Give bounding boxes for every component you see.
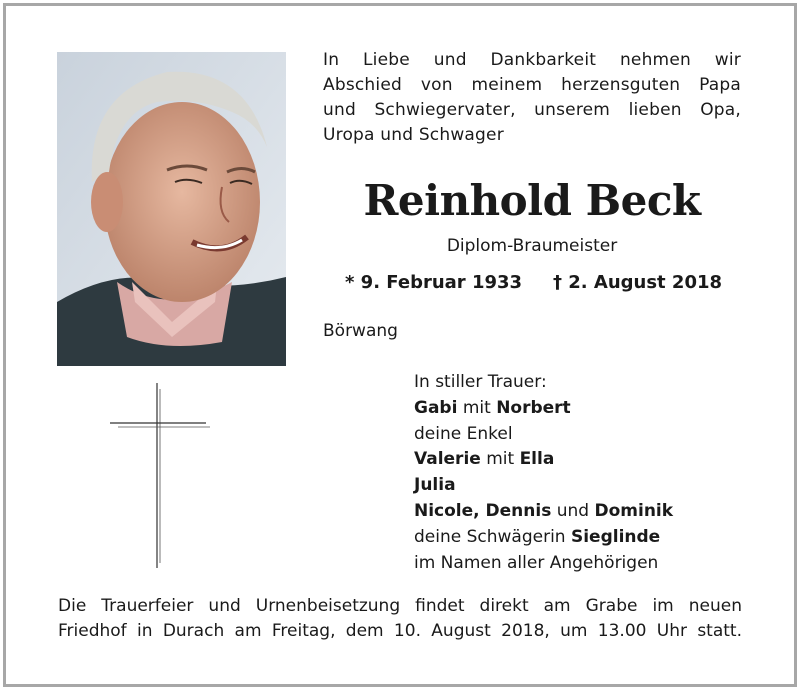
deceased-profession: Diplom-Braumeister bbox=[446, 236, 618, 256]
mourner-line: Nicole, Dennis und Dominik bbox=[414, 500, 674, 521]
mourner-line: Julia bbox=[414, 475, 456, 496]
mourner-line: Valerie mit Ella bbox=[414, 449, 555, 470]
mourner-line: im Namen aller Angehörigen bbox=[414, 552, 659, 573]
residence-place: Börwang bbox=[323, 321, 398, 341]
deceased-name: Reinhold Beck bbox=[363, 176, 701, 225]
intro-line: und Schwiegervater, unserem lieben Opa, bbox=[323, 100, 741, 120]
mourner-line: deine Enkel bbox=[414, 423, 513, 444]
mourner-line: deine Schwägerin Sieglinde bbox=[414, 526, 661, 547]
mourners-heading: In stiller Trauer: bbox=[414, 372, 547, 392]
intro-text bbox=[323, 48, 741, 148]
mourner-line: Gabi mit Norbert bbox=[414, 397, 571, 418]
portrait-photo bbox=[57, 52, 286, 366]
mourners-list bbox=[414, 370, 673, 576]
death-date: † 2. August 2018 bbox=[553, 272, 723, 293]
intro-line: Abschied von meinem herzensguten Papa bbox=[323, 75, 741, 95]
funeral-line: Die Trauerfeier und Urnenbeisetzung findet direkt am Grabe im neuen bbox=[58, 596, 742, 616]
birth-date: * 9. Februar 1933 bbox=[345, 272, 523, 293]
intro-line: Uropa und Schwager bbox=[323, 125, 504, 145]
intro-line: In Liebe und Dankbarkeit nehmen wir bbox=[323, 50, 741, 70]
funeral-line: Friedhof in Durach am Freitag, dem 10. August 2018, um 13.00 Uhr statt. bbox=[58, 621, 742, 641]
cross-icon bbox=[110, 383, 210, 568]
funeral-info bbox=[58, 594, 742, 644]
